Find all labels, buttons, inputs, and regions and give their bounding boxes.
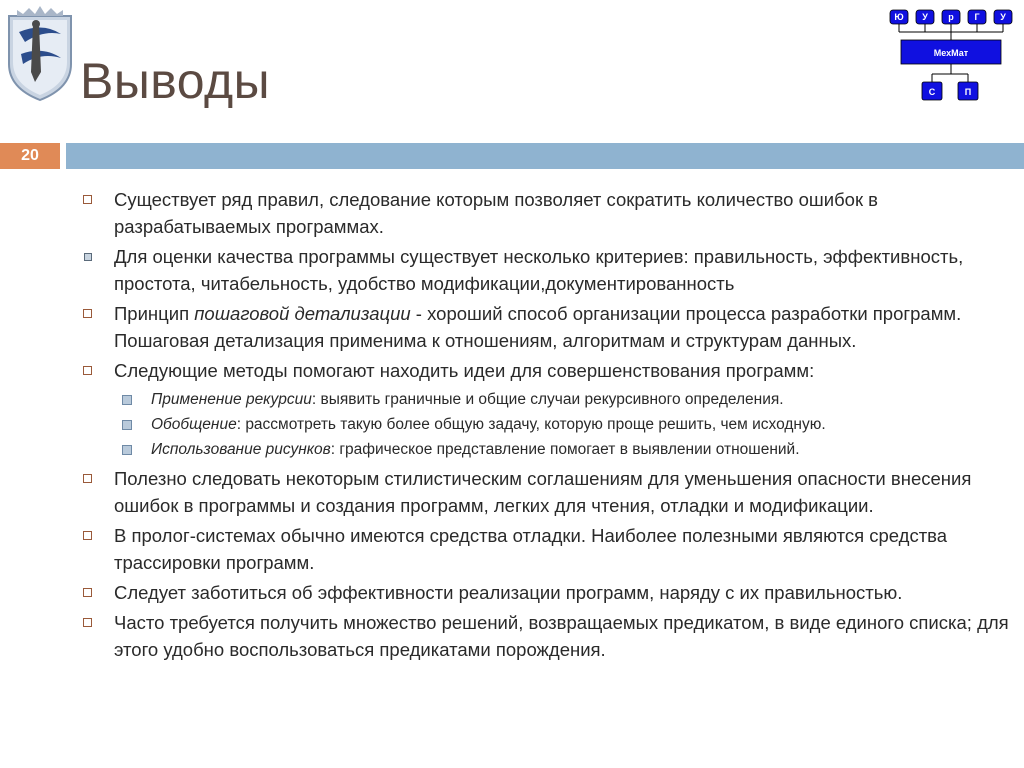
list-item — [80, 465, 1010, 519]
list-item — [80, 186, 1010, 240]
list-item-text: Следующие методы помогают находить идеи для совершенствования программ: — [114, 360, 815, 381]
list-item-text: Существует ряд правил, следование которым позволяет сократить количество ошибок в разрабатываемых программах. — [114, 189, 879, 237]
sub-item-term: Использование рисунков — [151, 441, 331, 458]
list-item-text: - хороший способ организации процесса разработки программ. Пошаговая детализация применима к отношениям, алгоритмам и структурам данных. — [114, 303, 962, 351]
list-item-emphasis: пошаговой детализации — [194, 303, 411, 324]
list-item-text: В пролог-системах обычно имеются средства отладки. Наиболее полезными являются средства трассировки программ. — [114, 525, 948, 573]
sub-list-item — [80, 412, 1010, 437]
square-bullet-icon — [83, 618, 92, 627]
sub-item-term: Применение рекурсии — [151, 391, 312, 408]
org-letter: р — [948, 12, 954, 22]
list-item — [80, 579, 1010, 606]
org-letter: Г — [974, 12, 980, 22]
square-bullet-icon — [83, 366, 92, 375]
list-item-text: Полезно следовать некоторым стилистическим соглашениям для уменьшения опасности внесения ошибок в программы и создания программ, легких для чтения, отладки и модификации. — [114, 468, 972, 516]
org-letter: Ю — [894, 12, 904, 22]
list-item — [80, 357, 1010, 384]
org-letter: У — [1000, 12, 1006, 22]
list-item-text: Для оценки качества программы существует несколько критериев: правильность, эффективность, простота, читабельность, удобство модификации,документированность — [114, 246, 964, 294]
sub-list-item — [80, 437, 1010, 462]
mehmat-org-chart — [886, 6, 1016, 106]
bullet-list — [80, 186, 1010, 666]
org-letter: У — [922, 12, 928, 22]
square-bullet-icon — [83, 195, 92, 204]
org-letter: П — [964, 87, 972, 97]
list-item-prefix: Принцип — [114, 303, 195, 324]
list-item — [80, 609, 1010, 663]
square-bullet-icon — [122, 420, 132, 430]
square-bullet-icon — [122, 445, 132, 455]
sub-item-desc: : графическое представление помогает в выявлении отношений. — [330, 441, 800, 458]
header-divider-bar — [66, 143, 1024, 169]
square-bullet-icon — [83, 474, 92, 483]
square-bullet-icon — [83, 309, 92, 318]
list-item-text: Часто требуется получить множество решений, возвращаемых предикатом, в виде единого списка; для этого удобно воспользоваться предикатами порождения. — [114, 612, 1009, 660]
university-logo — [3, 2, 77, 102]
square-bullet-icon — [122, 395, 132, 405]
sub-item-desc: : выявить граничные и общие случаи рекурсивного определения. — [311, 391, 784, 408]
sub-list-item — [80, 387, 1010, 412]
list-item-text: Следует заботиться об эффективности реализации программ, наряду с их правильностью. — [114, 582, 903, 603]
list-item — [80, 522, 1010, 576]
list-item — [80, 243, 1010, 297]
sub-item-term: Обобщение — [151, 416, 237, 433]
sub-item-desc: : рассмотреть такую более общую задачу, которую проще решить, чем исходную. — [236, 416, 826, 433]
org-center: МехМат — [933, 48, 969, 58]
square-bullet-icon — [84, 253, 92, 261]
list-item — [80, 300, 1010, 354]
slide-number: 20 — [0, 143, 60, 169]
square-bullet-icon — [83, 588, 92, 597]
square-bullet-icon — [83, 531, 92, 540]
org-letter: С — [928, 87, 936, 97]
page-title: Выводы — [80, 53, 271, 109]
